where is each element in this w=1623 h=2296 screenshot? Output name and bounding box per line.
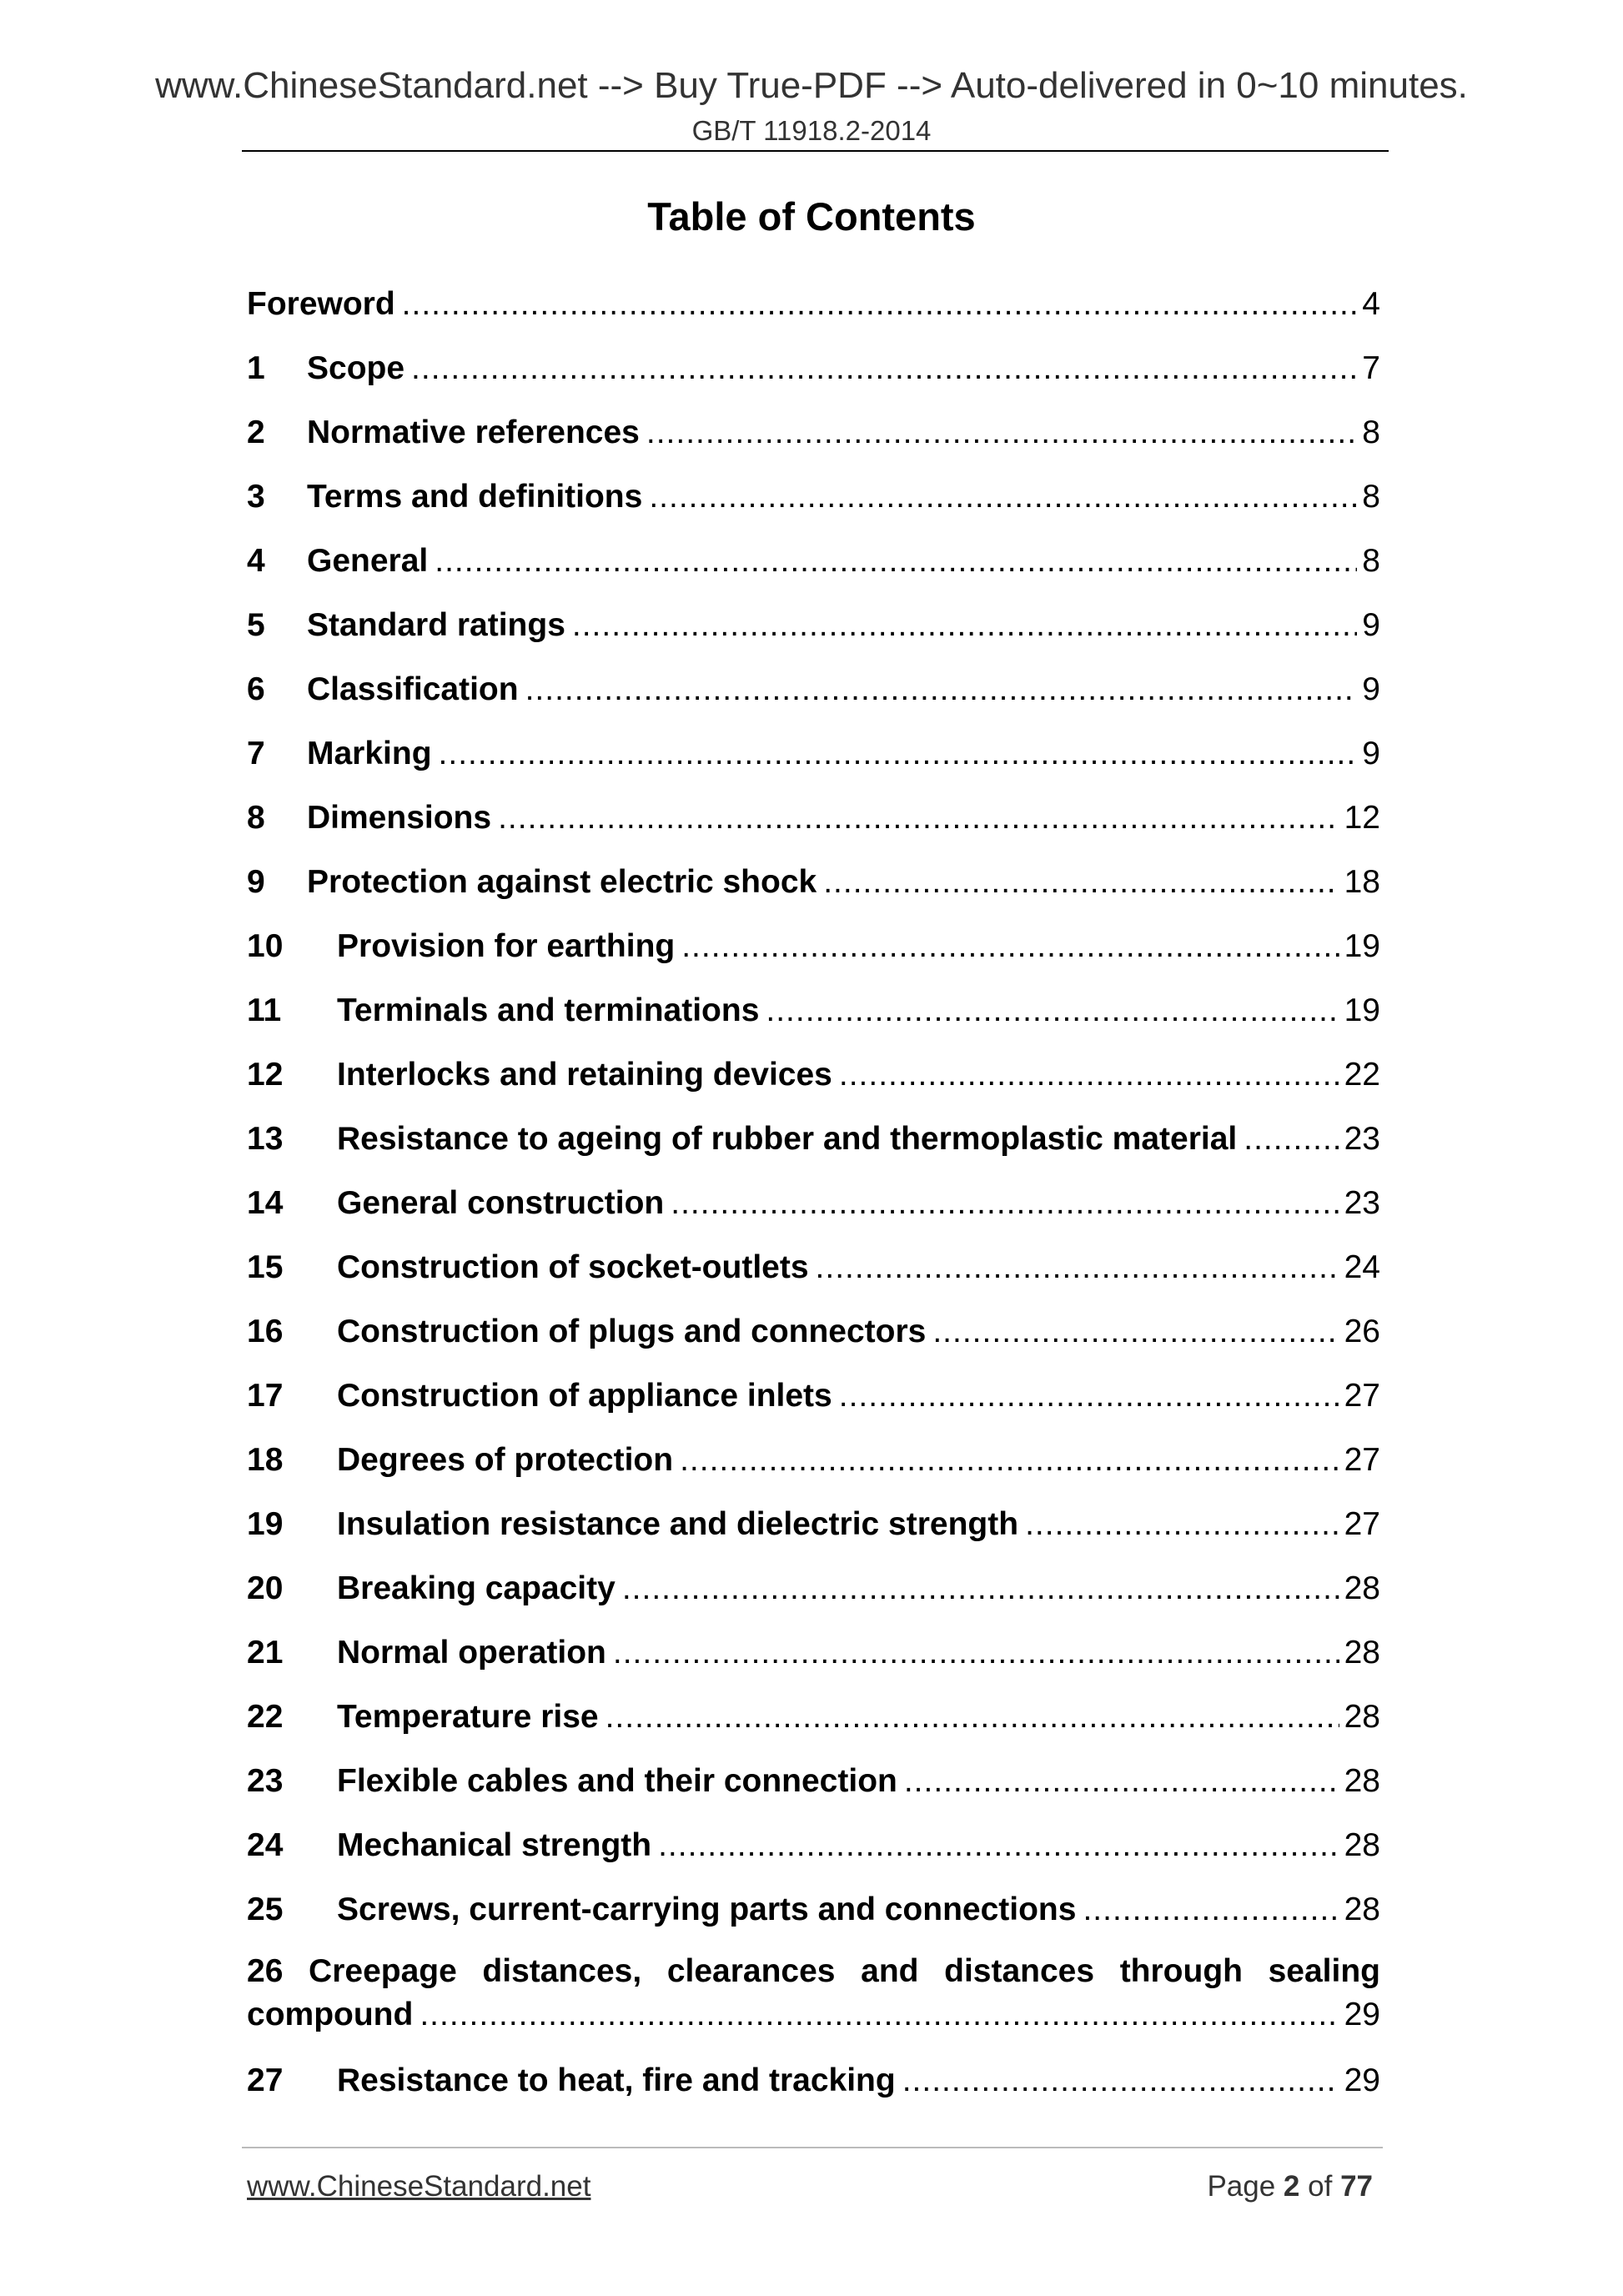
toc-entry-4[interactable] <box>247 537 1380 601</box>
toc-entry-page: 18 <box>1344 864 1380 900</box>
toc-entry-26[interactable] <box>247 1950 1380 2057</box>
toc-entry-page: 23 <box>1344 1121 1380 1157</box>
toc-leader-dots <box>498 794 1339 842</box>
toc-entry-foreword[interactable] <box>247 280 1380 344</box>
toc-entry-title: Construction of plugs and connectors <box>337 1314 927 1349</box>
toc-leader-dots <box>1244 1115 1339 1163</box>
toc-entry-5[interactable] <box>247 601 1380 666</box>
toc-entry-title: Classification <box>307 671 519 707</box>
toc-leader-dots <box>649 473 1357 521</box>
toc-entry-title: Normative references <box>307 414 640 450</box>
toc-entry-number: 26 <box>247 1953 284 1989</box>
toc-leader-dots <box>681 922 1339 971</box>
toc-entry-11[interactable] <box>247 987 1380 1051</box>
toc-entry-number: 24 <box>247 1827 284 1863</box>
toc-entry-page: 19 <box>1344 992 1380 1028</box>
toc-entry-number: 21 <box>247 1635 284 1671</box>
toc-entry-number: 6 <box>247 671 265 707</box>
toc-entry-page: 8 <box>1362 479 1380 515</box>
toc-entry-title: Breaking capacity <box>337 1570 616 1606</box>
toc-entry-page: 28 <box>1344 1635 1380 1671</box>
toc-leader-dots <box>402 280 1358 329</box>
toc-entry-number: 23 <box>247 1763 284 1799</box>
toc-entry-title-word: and <box>861 1953 919 1989</box>
toc-entry-page: 24 <box>1344 1249 1380 1285</box>
toc-leader-dots <box>680 1436 1339 1485</box>
toc-entry-page: 28 <box>1344 1699 1380 1735</box>
toc-entry-number: 19 <box>247 1506 284 1542</box>
toc-entry-title: Interlocks and retaining devices <box>337 1057 832 1093</box>
toc-entry-page: 28 <box>1344 1892 1380 1927</box>
toc-entry-page: 19 <box>1344 928 1380 964</box>
toc-entry-number: 18 <box>247 1442 284 1478</box>
toc-leader-dots <box>1083 1886 1339 1934</box>
toc-entry-number: 17 <box>247 1378 284 1414</box>
toc-entry-title: General <box>307 543 429 579</box>
toc-entry-title-word: through <box>1119 1953 1243 1989</box>
toc-entry-title-word: distances, <box>482 1953 642 1989</box>
toc-entry-number: 1 <box>247 350 265 386</box>
footer-site-link[interactable]: www.ChineseStandard.net <box>247 2170 591 2203</box>
page-of-label: of <box>1308 2170 1333 2203</box>
toc-entry-19[interactable] <box>247 1500 1380 1565</box>
toc-leader-dots <box>572 601 1357 650</box>
toc-entry-7[interactable] <box>247 730 1380 794</box>
page-counter <box>1207 2170 1373 2203</box>
toc-entry-number: 11 <box>247 992 282 1028</box>
current-page-number: 2 <box>1283 2170 1300 2203</box>
toc-entry-page: 27 <box>1344 1506 1380 1542</box>
toc-leader-dots <box>435 537 1357 585</box>
toc-entry-title-word: Creepage <box>309 1953 457 1989</box>
toc-entry-15[interactable] <box>247 1243 1380 1308</box>
document-id: GB/T 11918.2-2014 <box>691 115 932 146</box>
header-divider <box>242 150 1389 152</box>
toc-entry-title: Dimensions <box>307 800 492 836</box>
toc-leader-dots <box>839 1372 1339 1420</box>
toc-entry-page: 27 <box>1344 1378 1380 1414</box>
toc-entry-14[interactable] <box>247 1179 1380 1243</box>
toc-entry-10[interactable] <box>247 922 1380 987</box>
toc-entry-page: 28 <box>1344 1827 1380 1863</box>
toc-entry-page: 28 <box>1344 1570 1380 1606</box>
toc-entry-23[interactable] <box>247 1757 1380 1821</box>
toc-entry-17[interactable] <box>247 1372 1380 1436</box>
toc-leader-dots <box>613 1629 1339 1677</box>
toc-entry-22[interactable] <box>247 1693 1380 1757</box>
toc-entry-9[interactable] <box>247 858 1380 922</box>
toc-entry-page: 29 <box>1344 1997 1380 2032</box>
toc-entry-page: 4 <box>1362 286 1380 322</box>
toc-entry-number: 5 <box>247 607 265 643</box>
toc-entry-page: 27 <box>1344 1442 1380 1478</box>
toc-entry-page: 9 <box>1362 736 1380 771</box>
page-title: Table of Contents <box>647 194 976 239</box>
toc-entry-16[interactable] <box>247 1308 1380 1372</box>
toc-entry-6[interactable] <box>247 666 1380 730</box>
header-banner: www.ChineseStandard.net --> Buy True-PDF --> Auto-delivered in 0~10 minutes. <box>155 65 1468 106</box>
page-label: Page <box>1207 2170 1276 2203</box>
toc-leader-dots <box>646 409 1357 457</box>
toc-leader-dots <box>671 1179 1339 1228</box>
toc-entry-24[interactable] <box>247 1821 1380 1886</box>
toc-leader-dots <box>658 1821 1339 1870</box>
toc-entry-27[interactable] <box>247 2057 1380 2121</box>
toc-leader-dots <box>823 858 1339 907</box>
toc-leader-dots <box>439 730 1358 778</box>
toc-entry-number: 16 <box>247 1314 284 1349</box>
toc-entry-21[interactable] <box>247 1629 1380 1693</box>
toc-entry-title: Normal operation <box>337 1635 606 1671</box>
toc-entry-title: Standard ratings <box>307 607 565 643</box>
toc-entry-number: 14 <box>247 1185 284 1221</box>
toc-entry-number: 15 <box>247 1249 284 1285</box>
toc-entry-page: 28 <box>1344 1763 1380 1799</box>
toc-entry-title-line <box>247 1950 1380 1993</box>
toc-entry-page: 12 <box>1344 800 1380 836</box>
toc-leader-dots <box>766 987 1339 1035</box>
toc-entry-number: 13 <box>247 1121 284 1157</box>
toc-leader-dots <box>411 344 1357 393</box>
toc-entry-title: Degrees of protection <box>337 1442 674 1478</box>
toc-entry-title: General construction <box>337 1185 665 1221</box>
toc-entry-number: 10 <box>247 928 284 964</box>
toc-leader-dots <box>420 1993 1339 2037</box>
toc-entry-8[interactable] <box>247 794 1380 858</box>
toc-entry-12[interactable] <box>247 1051 1380 1115</box>
toc-leader-dots <box>839 1051 1339 1099</box>
toc-leader-dots <box>932 1308 1339 1356</box>
toc-entry-title-word: distances <box>944 1953 1095 1989</box>
toc-entry-number: 20 <box>247 1570 284 1606</box>
toc-leader-dots <box>1025 1500 1339 1549</box>
toc-entry-number: 12 <box>247 1057 284 1093</box>
toc-entry-title: Marking <box>307 736 432 771</box>
toc-entry-title: Terms and definitions <box>307 479 643 515</box>
toc-entry-number: 27 <box>247 2062 284 2098</box>
toc-entry-title: Foreword <box>247 286 395 322</box>
toc-leader-dots <box>816 1243 1339 1292</box>
toc-entry-title: Provision for earthing <box>337 928 676 964</box>
toc-entry-number: 25 <box>247 1892 284 1927</box>
toc-entry-number: 22 <box>247 1699 284 1735</box>
toc-entry-title-word: clearances <box>666 1953 836 1989</box>
toc-entry-page: 8 <box>1362 543 1380 579</box>
toc-entry-number: 8 <box>247 800 265 836</box>
toc-entry-title: Construction of socket-outlets <box>337 1249 809 1285</box>
toc-entry-title: Resistance to heat, fire and tracking <box>337 2062 896 2098</box>
toc-entry-page: 7 <box>1362 350 1380 386</box>
toc-entry-number: 9 <box>247 864 265 900</box>
toc-entry-number: 2 <box>247 414 265 450</box>
total-page-count: 77 <box>1340 2170 1373 2203</box>
toc-entry-number: 7 <box>247 736 265 771</box>
toc-entry-title: Insulation resistance and dielectric strength <box>337 1506 1019 1542</box>
toc-entry-title: Construction of appliance inlets <box>337 1378 832 1414</box>
toc-entry-continuation <box>247 1993 1380 2037</box>
toc-entry-2[interactable] <box>247 409 1380 473</box>
toc-entry-number: 4 <box>247 543 265 579</box>
toc-entry-title: Screws, current-carrying parts and connections <box>337 1892 1077 1927</box>
toc-leader-dots <box>904 1757 1339 1806</box>
toc-entry-title: Flexible cables and their connection <box>337 1763 897 1799</box>
toc-entry-25[interactable] <box>247 1886 1380 1950</box>
toc-entry-title: Mechanical strength <box>337 1827 652 1863</box>
toc-entry-title: Terminals and terminations <box>337 992 760 1028</box>
toc-leader-dots <box>902 2057 1339 2105</box>
toc-entry-18[interactable] <box>247 1436 1380 1500</box>
toc-leader-dots <box>622 1565 1339 1613</box>
toc-entry-title: Temperature rise <box>337 1699 599 1735</box>
toc-leader-dots <box>605 1693 1339 1741</box>
toc-entry-title-word: sealing <box>1268 1953 1380 1989</box>
toc-entry-page: 9 <box>1362 607 1380 643</box>
toc-leader-dots <box>525 666 1358 714</box>
toc-entry-title: Protection against electric shock <box>307 864 817 900</box>
toc-entry-number: 3 <box>247 479 265 515</box>
toc-entry-1[interactable] <box>247 344 1380 409</box>
footer-divider <box>242 2147 1383 2148</box>
toc-entry-title: Resistance to ageing of rubber and thermoplastic material <box>337 1121 1238 1157</box>
toc-entry-page: 9 <box>1362 671 1380 707</box>
toc-entry-title: compound <box>247 1997 414 2032</box>
toc-entry-page: 29 <box>1344 2062 1380 2098</box>
toc-entry-3[interactable] <box>247 473 1380 537</box>
toc-entry-page: 23 <box>1344 1185 1380 1221</box>
toc-entry-page: 26 <box>1344 1314 1380 1349</box>
toc-entry-page: 8 <box>1362 414 1380 450</box>
toc-entry-13[interactable] <box>247 1115 1380 1179</box>
toc-entry-page: 22 <box>1344 1057 1380 1093</box>
toc-entry-title: Scope <box>307 350 405 386</box>
table-of-contents <box>247 280 1380 2121</box>
toc-entry-20[interactable] <box>247 1565 1380 1629</box>
